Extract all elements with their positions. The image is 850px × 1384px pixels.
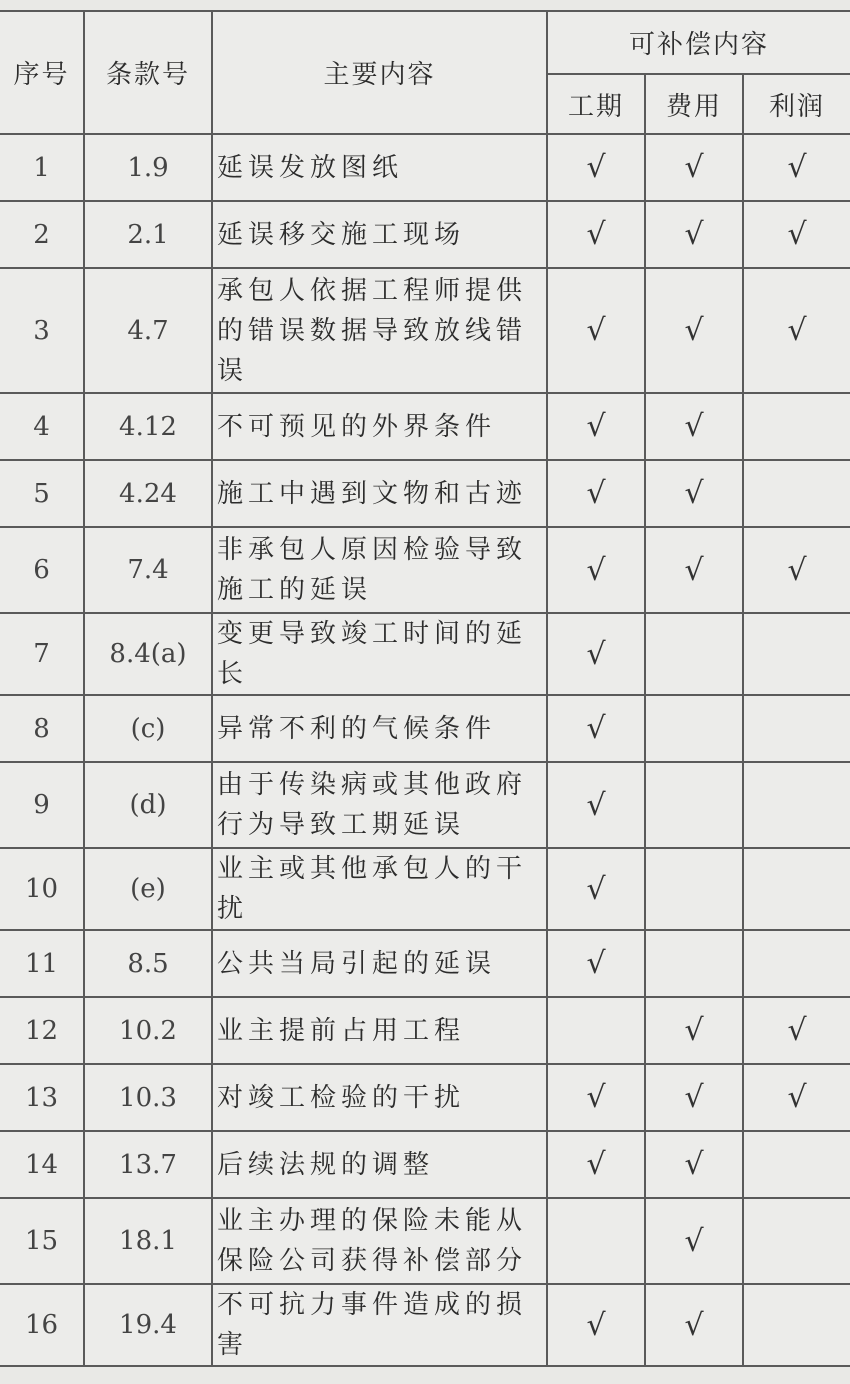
check-time: √ [547,268,645,393]
row-content: 不可预见的外界条件 [212,393,547,460]
check-cost: √ [645,460,743,527]
row-content: 由于传染病或其他政府行为导致工期延误 [212,762,547,848]
row-content: 延误发放图纸 [212,134,547,201]
row-content: 后续法规的调整 [212,1131,547,1198]
check-cost: √ [645,1198,743,1284]
row-number: 15 [0,1198,84,1284]
check-cost [645,695,743,762]
header-content: 主要内容 [212,11,547,134]
row-content: 承包人依据工程师提供的错误数据导致放线错误 [212,268,547,393]
check-time: √ [547,848,645,930]
row-clause: 8.4(a) [84,613,212,695]
check-profit: √ [743,1064,850,1131]
check-cost: √ [645,268,743,393]
table-row [0,613,850,695]
check-cost [645,613,743,695]
table-row [0,848,850,930]
check-time: √ [547,695,645,762]
check-profit [743,613,850,695]
row-clause: 4.24 [84,460,212,527]
row-content: 非承包人原因检验导致施工的延误 [212,527,547,613]
header-profit: 利润 [743,74,850,134]
check-cost: √ [645,1284,743,1366]
check-profit: √ [743,997,850,1064]
row-number: 8 [0,695,84,762]
table-row [0,930,850,997]
row-number: 7 [0,613,84,695]
header-seq: 序号 [0,11,84,134]
row-clause: 1.9 [84,134,212,201]
check-cost: √ [645,393,743,460]
check-profit [743,695,850,762]
check-time: √ [547,930,645,997]
row-content: 公共当局引起的延误 [212,930,547,997]
check-cost: √ [645,997,743,1064]
row-content: 施工中遇到文物和古迹 [212,460,547,527]
check-profit: √ [743,527,850,613]
check-profit [743,460,850,527]
check-profit [743,1131,850,1198]
table-row [0,762,850,848]
header-clause: 条款号 [84,11,212,134]
check-cost: √ [645,527,743,613]
table-row [0,460,850,527]
row-clause: 18.1 [84,1198,212,1284]
row-clause: (c) [84,695,212,762]
row-number: 10 [0,848,84,930]
table-row [0,1064,850,1131]
check-cost: √ [645,1064,743,1131]
table-row [0,1131,850,1198]
row-number: 13 [0,1064,84,1131]
row-content: 业主办理的保险未能从保险公司获得补偿部分 [212,1198,547,1284]
row-clause: 10.2 [84,997,212,1064]
check-profit [743,393,850,460]
row-number: 5 [0,460,84,527]
check-time: √ [547,460,645,527]
row-content: 对竣工检验的干扰 [212,1064,547,1131]
row-clause: 8.5 [84,930,212,997]
table-row [0,134,850,201]
check-time: √ [547,1284,645,1366]
row-clause: 4.7 [84,268,212,393]
row-content: 业主或其他承包人的干扰 [212,848,547,930]
check-profit: √ [743,201,850,268]
check-time: √ [547,613,645,695]
row-clause: 7.4 [84,527,212,613]
row-content: 延误移交施工现场 [212,201,547,268]
header-compensable: 可补偿内容 [547,11,850,74]
row-content: 异常不利的气候条件 [212,695,547,762]
row-number: 12 [0,997,84,1064]
table-row [0,393,850,460]
row-number: 14 [0,1131,84,1198]
check-profit: √ [743,268,850,393]
check-time: √ [547,762,645,848]
check-time [547,1198,645,1284]
row-number: 9 [0,762,84,848]
row-clause: 13.7 [84,1131,212,1198]
row-content: 业主提前占用工程 [212,997,547,1064]
check-time: √ [547,1131,645,1198]
table-body [0,134,850,1366]
check-cost: √ [645,1131,743,1198]
check-profit [743,848,850,930]
row-clause: 19.4 [84,1284,212,1366]
check-time: √ [547,527,645,613]
row-clause: 2.1 [84,201,212,268]
check-profit [743,1284,850,1366]
row-number: 11 [0,930,84,997]
check-time: √ [547,1064,645,1131]
table-row [0,997,850,1064]
check-time: √ [547,201,645,268]
row-number: 3 [0,268,84,393]
table-row [0,695,850,762]
header-time: 工期 [547,74,645,134]
table-row [0,201,850,268]
row-number: 1 [0,134,84,201]
row-number: 4 [0,393,84,460]
table-row [0,1284,850,1366]
check-cost: √ [645,134,743,201]
table-row [0,527,850,613]
check-profit: √ [743,134,850,201]
check-profit [743,762,850,848]
row-content: 不可抗力事件造成的损害 [212,1284,547,1366]
check-cost [645,930,743,997]
row-number: 2 [0,201,84,268]
table-row [0,1198,850,1284]
check-cost [645,848,743,930]
row-number: 6 [0,527,84,613]
row-clause: (e) [84,848,212,930]
row-content: 变更导致竣工时间的延长 [212,613,547,695]
row-number: 16 [0,1284,84,1366]
row-clause: 4.12 [84,393,212,460]
check-cost: √ [645,201,743,268]
row-clause: (d) [84,762,212,848]
check-time: √ [547,393,645,460]
row-clause: 10.3 [84,1064,212,1131]
check-profit [743,930,850,997]
check-cost [645,762,743,848]
compensation-table [0,10,850,1367]
check-time [547,997,645,1064]
check-profit [743,1198,850,1284]
check-time: √ [547,134,645,201]
table-row [0,268,850,393]
header-cost: 费用 [645,74,743,134]
